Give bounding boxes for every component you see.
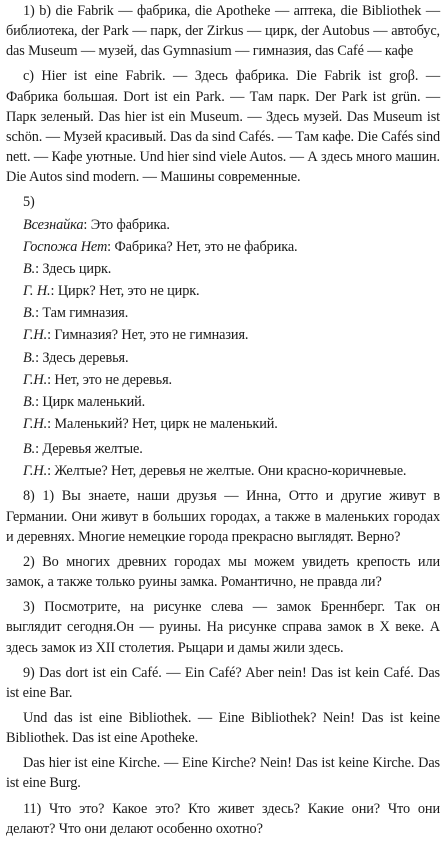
speaker-label: В.	[23, 441, 36, 458]
exercise-9-paragraph-2: Und das ist eine Bibliothek. — Eine Bibliothek? Nein! Das ist keine Bibliothek. Das ist eine Apotheke.	[6, 710, 440, 747]
dialogue-text: Здесь деревья.	[42, 349, 129, 366]
dialogue-line: В.: Цирк маленький.	[23, 393, 146, 410]
speaker-label: В.	[23, 349, 36, 366]
dialogue-line: Г. Н.: Цирк? Нет, это не цирк.	[23, 283, 200, 300]
exercise-8-1-paragraph: 8) 1) Вы знаете, наши друзья — Инна, Отто и другие живут в Германии. Они живут в больших городах, а также в маленьких городах и деревнях. Многие немецкие города прекрасно выглядят. Верно?	[6, 488, 440, 545]
speaker-label: Г.Н.	[23, 463, 48, 480]
dialogue-text: Деревья желтые.	[42, 441, 143, 458]
speaker-label: В.	[23, 393, 36, 410]
speaker-label: Госпожа Нет	[23, 238, 108, 255]
dialogue-text: Цирк? Нет, это не цирк.	[57, 283, 200, 300]
exercise-9-paragraph-3: Das hier ist eine Kirche. — Eine Kirche? Nein! Das ist keine Kirche. Das ist eine Burg.	[6, 755, 440, 792]
dialogue-text: Фабрика? Нет, это не фабрика.	[114, 238, 298, 255]
dialogue-text: Это фабрика.	[90, 216, 170, 233]
dialogue-text: Здесь цирк.	[42, 260, 112, 277]
exercise-9-paragraph-1: 9) Das dort ist ein Café. — Ein Café? Aber nein! Das ist kein Café. Das ist eine Bar.	[6, 664, 440, 701]
dialogue-text: Там гимназия.	[42, 305, 129, 322]
dialogue-text: Нет, это не деревья.	[54, 371, 172, 388]
dialogue-text: Цирк маленький.	[42, 393, 146, 410]
exercise-1-c-paragraph: c) Hier ist eine Fabrik. — Здесь фабрика. Die Fabrik ist groβ. — Фабрика большая. Dort ist ein Park. — Там парк. Der Park ist grün. — Парк зеленый. Das hier ist ein Museum. — Здесь музей. Das Museum ist schön. — Музей красивый. Das da sind Cafés. — Там кафе. Die Cafés sind nett. — Кафе уютные. Und hier sind viele Autos. — А здесь много машин. Die Autos sind modern. — Машины современные.	[6, 68, 440, 186]
speaker-label: Г.Н.	[23, 327, 48, 344]
dialogue-line: Г.Н.: Нет, это не деревья.	[23, 371, 172, 388]
dialogue-line: Г.Н.: Гимназия? Нет, это не гимназия.	[23, 327, 249, 344]
dialogue-text: Желтые? Нет, деревья не желтые. Они красно-коричневые.	[54, 463, 407, 480]
speaker-label: Г.Н.	[23, 415, 48, 432]
dialogue-line: Госпожа Нет: Фабрика? Нет, это не фабрика.	[23, 238, 298, 255]
exercise-8-2-paragraph: 2) Во многих древних городах мы можем увидеть крепость или замок, а также только руины замка. Романтично, не правда ли?	[6, 553, 440, 591]
exercise-5-heading: 5)	[23, 194, 35, 211]
dialogue-line: Г.Н.: Маленький? Нет, цирк не маленький.	[23, 415, 278, 432]
dialogue-line: В.: Там гимназия.	[23, 305, 129, 322]
speaker-label: Всезнайка	[23, 216, 84, 233]
exercise-11-paragraph: 11) Что это? Какое это? Кто живет здесь? Какие они? Что они делают? Что они делают особенно охотно?	[6, 800, 440, 837]
dialogue-block	[6, 215, 440, 482]
exercise-1-b-paragraph: 1) b) die Fabrik — фабрика, die Apotheke — аптека, die Bibliothek — библиотека, der Park — парк, der Zirkus — цирк, der Autobus — автобус, das Museum — музей, das Gymnasium — гимназия, das Café — кафе	[6, 3, 440, 60]
speaker-label: В.	[23, 260, 36, 277]
dialogue-line: В.: Здесь цирк.	[23, 260, 112, 277]
speaker-label: Г. Н.	[23, 283, 51, 300]
dialogue-text: Гимназия? Нет, это не гимназия.	[54, 327, 249, 344]
speaker-label: В.	[23, 305, 36, 322]
dialogue-line: В.: Деревья желтые.	[23, 441, 143, 458]
speaker-label: Г.Н.	[23, 371, 48, 388]
dialogue-text: Маленький? Нет, цирк не маленький.	[54, 415, 278, 432]
exercise-8-3-paragraph: 3) Посмотрите, на рисунке слева — замок Бреннберг. Так он выглядит сегодня.Он — руины. На рисунке справа замок в X веке. А здесь замок из XII столетия. Рыцари и дамы жили здесь.	[6, 599, 440, 656]
dialogue-line: Всезнайка: Это фабрика.	[23, 216, 170, 233]
dialogue-line: Г.Н.: Желтые? Нет, деревья не желтые. Они красно-коричневые.	[23, 463, 407, 480]
dialogue-line: В.: Здесь деревья.	[23, 349, 129, 366]
